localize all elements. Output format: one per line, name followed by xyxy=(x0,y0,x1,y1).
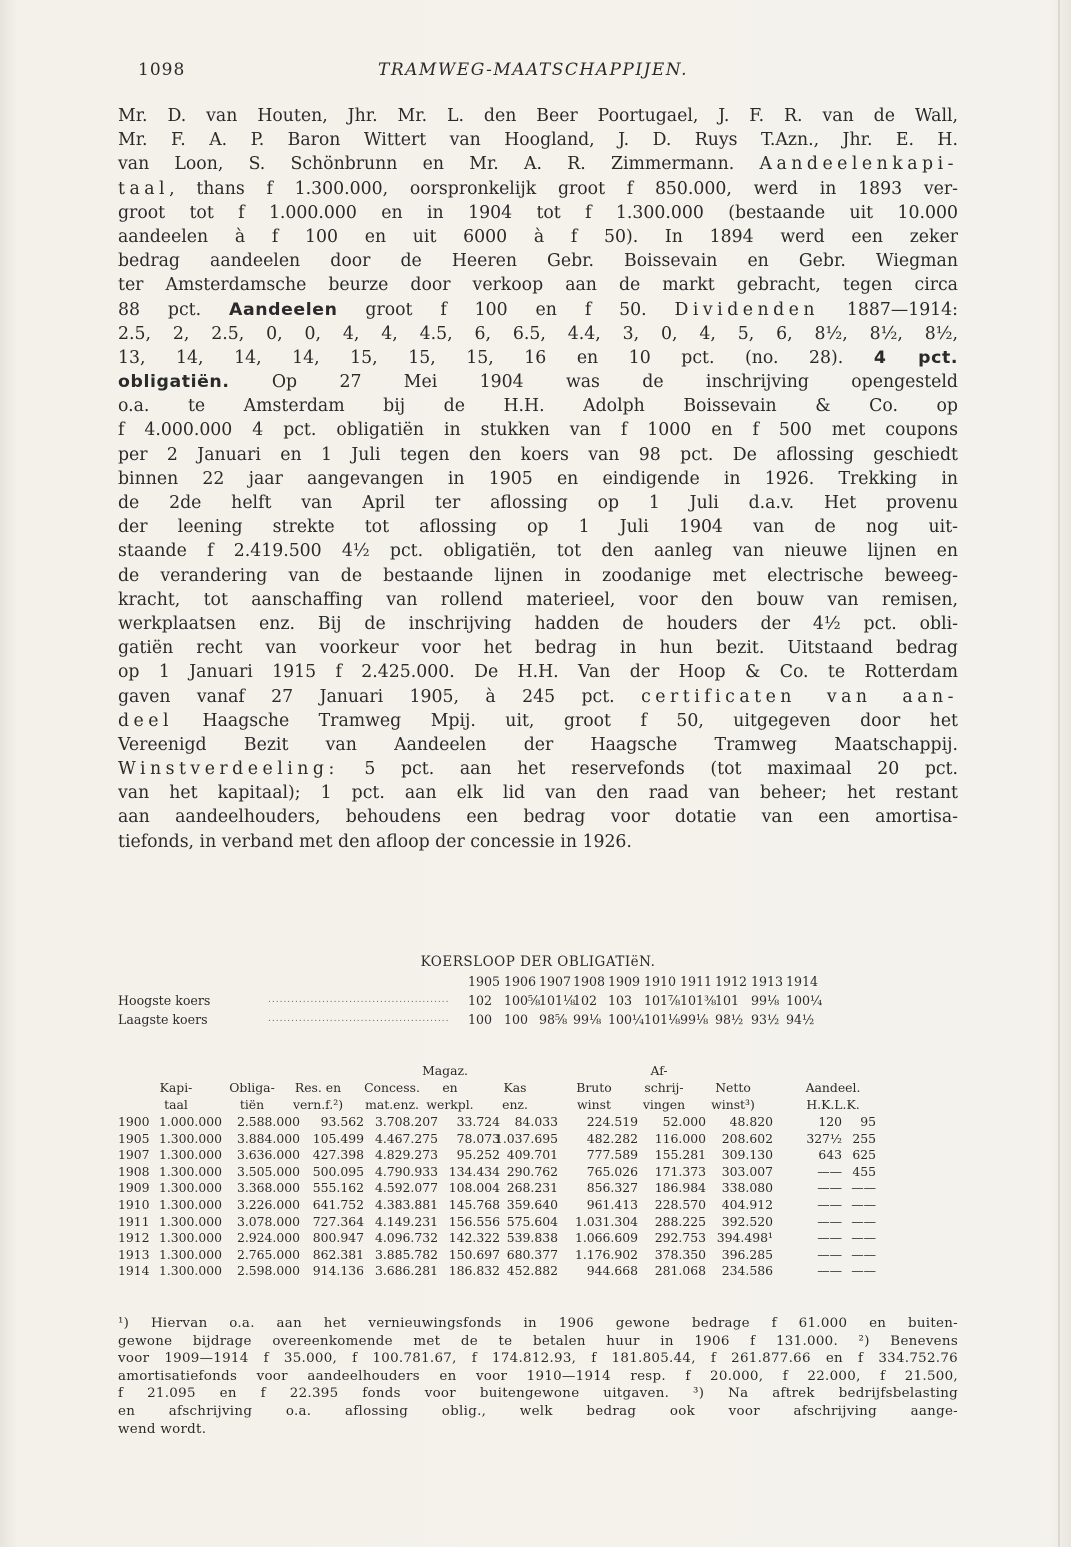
body-text-run: Mr. F. A. P. Baron Wittert van Hoogland, J. D. Ruys T.Azn., Jhr. E. H. xyxy=(118,130,958,151)
body-line xyxy=(118,467,958,491)
table-cell: 555.162 xyxy=(312,1180,364,1196)
table-cell: 1914 xyxy=(118,1263,150,1279)
table-cell: 327½ xyxy=(806,1130,842,1146)
body-line xyxy=(118,104,958,128)
table-cell: 765.026 xyxy=(586,1163,638,1179)
body-text-run: van het kapitaal); 1 pct. aan elk lid van den raad van beheer; het restant xyxy=(118,783,958,804)
table-cell: 500.095 xyxy=(312,1163,364,1179)
body-text-run: groot tot f 1.000.000 en in 1904 tot f 1.300.000 (bestaande uit 10.000 xyxy=(118,202,958,223)
table-cell: 3.078.000 xyxy=(236,1213,300,1229)
table-cell: 171.373 xyxy=(654,1163,706,1179)
table-cell: 186.832 xyxy=(448,1263,500,1279)
table-cell: 961.413 xyxy=(586,1196,638,1212)
table-cell: 150.697 xyxy=(448,1246,500,1262)
table-cell: 338.080 xyxy=(721,1180,773,1196)
body-text-run: de verandering van de bestaande lijnen in zoodanige met electrische beweeg- xyxy=(118,565,958,586)
table-cell: 4.467.275 xyxy=(374,1130,438,1146)
table-cell: 2.598.000 xyxy=(236,1263,300,1279)
body-line xyxy=(118,152,958,176)
spaced-heading: Dividenden xyxy=(674,299,820,320)
spaced-heading: Aandeelenkapi- xyxy=(759,154,958,175)
body-line xyxy=(118,443,958,467)
page-number: 1098 xyxy=(138,60,186,80)
table-cell: 155.281 xyxy=(654,1147,706,1163)
table-cell: 134.434 xyxy=(448,1163,500,1179)
table-cell: —— xyxy=(851,1196,876,1212)
table-cell: —— xyxy=(817,1263,842,1279)
table-cell: 914.136 xyxy=(312,1263,364,1279)
table-cell: 95 xyxy=(860,1114,876,1129)
koers-year: 1908 xyxy=(573,974,606,989)
table-cell: 1.300.000 xyxy=(158,1147,222,1163)
body-text-run: gatiën recht van voorkeur voor het bedrag in hun bezit. Uitstaand bedrag xyxy=(118,638,958,659)
body-line xyxy=(118,177,958,201)
table-cell: 255 xyxy=(852,1130,876,1146)
table-cell: 4.149.231 xyxy=(374,1213,438,1229)
body-text-run: 1887—1914: xyxy=(819,299,958,320)
table-cell: 944.668 xyxy=(586,1263,638,1279)
table-cell: 1.300.000 xyxy=(158,1163,222,1179)
body-text-run: van Loon, S. Schönbrunn en Mr. A. R. Zimmermann. xyxy=(118,154,760,175)
header-cell: werkpl. xyxy=(426,1097,474,1112)
header-cell: en xyxy=(442,1080,458,1095)
table-cell: 777.589 xyxy=(586,1147,638,1163)
table-cell: 116.000 xyxy=(654,1130,706,1146)
table-cell: 1907 xyxy=(118,1147,150,1163)
table-row xyxy=(118,1213,958,1230)
table-cell: 78.073 xyxy=(456,1130,500,1146)
body-line xyxy=(118,757,958,781)
table-cell: 1.300.000 xyxy=(158,1196,222,1212)
table-cell: 643 xyxy=(818,1147,842,1163)
table-cell: 2.924.000 xyxy=(236,1230,300,1246)
body-text-run: ter Amsterdamsche beurze door verkoop aan de markt gebracht, tegen circa xyxy=(118,275,958,296)
body-line xyxy=(118,830,958,854)
table-cell: 1909 xyxy=(118,1180,150,1196)
body-text-run: bedrag aandeelen door de Heeren Gebr. Boissevain en Gebr. Wiegman xyxy=(118,251,958,272)
table-cell: 4.592.077 xyxy=(374,1180,438,1196)
table-cell: —— xyxy=(817,1213,842,1229)
table-cell: 4.096.732 xyxy=(374,1230,438,1246)
body-line xyxy=(118,225,958,249)
spaced-heading: deel xyxy=(118,710,174,731)
header-cell: vern.f.²) xyxy=(292,1097,344,1112)
koersloop-title: KOERSLOOP DER OBLIGATIëN. xyxy=(420,954,656,970)
table-cell: 641.752 xyxy=(312,1196,364,1212)
body-line xyxy=(118,781,958,805)
table-cell: —— xyxy=(817,1230,842,1246)
body-text-run: binnen 22 jaar aangevangen in 1905 en eindigende in 1926. Trekking in xyxy=(118,468,958,489)
table-cell: 108.004 xyxy=(448,1180,500,1196)
table-cell: 48.820 xyxy=(729,1114,773,1129)
table-cell: —— xyxy=(817,1163,842,1179)
header-cell: H.K.L.K. xyxy=(806,1097,860,1112)
body-text-run: 5 pct. aan het reservefonds (tot maximaal 20 pct. xyxy=(338,759,958,780)
table-cell: 2.588.000 xyxy=(236,1114,300,1129)
body-text-run: o.a. te Amsterdam bij de H.H. Adolph Boissevain & Co. op xyxy=(118,396,958,417)
koers-value: 103 xyxy=(608,993,633,1008)
body-text-run: werkplaatsen enz. Bij de inschrijving hadden de houders der 4½ pct. obli- xyxy=(118,613,958,634)
body-text-run: 2.5, 2, 2.5, 0, 0, 4, 4, 4.5, 6, 6.5, 4.4, 3, 0, 4, 5, 6, 8½, 8½, 8½, xyxy=(118,323,958,344)
table-cell: 727.364 xyxy=(312,1213,364,1229)
koers-year: 1906 xyxy=(504,974,537,989)
table-cell: —— xyxy=(851,1180,876,1196)
body-line xyxy=(118,709,958,733)
table-cell: 1.300.000 xyxy=(158,1263,222,1279)
leader-dots: ............................................... xyxy=(268,995,450,1005)
footnote-line: en afschrijving o.a. aflossing oblig., welk bedrag ook voor afschrijving aange- xyxy=(118,1403,958,1419)
table-cell: 52.000 xyxy=(662,1114,706,1129)
table-cell: 1.031.304 xyxy=(574,1213,638,1229)
body-line xyxy=(118,249,958,273)
table-row xyxy=(118,1246,958,1263)
table-cell: 1.300.000 xyxy=(158,1130,222,1146)
table-cell: 575.604 xyxy=(506,1213,558,1229)
koers-year-row xyxy=(118,972,958,991)
body-text-run: tiefonds, in verband met den afloop der concessie in 1926. xyxy=(118,831,632,852)
table-cell: 680.377 xyxy=(506,1246,558,1262)
table-cell: —— xyxy=(817,1246,842,1262)
koers-value: 99⅛ xyxy=(680,1012,709,1027)
koers-value: 101⅞ xyxy=(644,993,681,1008)
footnote-line: amortisatiefonds voor aandeelhouders en voor 1910—1914 resp. f 20.000, f 22.000, f 21.500, xyxy=(118,1368,958,1384)
body-text-run: op 1 Januari 1915 f 2.425.000. De H.H. Van der Hoop & Co. te Rotterdam xyxy=(118,662,958,683)
body-line xyxy=(118,805,958,829)
body-text-run: 88 pct. xyxy=(118,299,229,320)
body-text-run: 13, 14, 14, 14, 15, 15, 15, 16 en 10 pct. (no. 28). xyxy=(118,347,874,368)
table-row xyxy=(118,1146,958,1163)
koers-value: 99⅛ xyxy=(751,993,780,1008)
table-cell: 396.285 xyxy=(721,1246,773,1262)
koers-value: 94½ xyxy=(786,1012,815,1027)
table-cell: 224.519 xyxy=(586,1114,638,1129)
body-line xyxy=(118,394,958,418)
table-cell: 856.327 xyxy=(586,1180,638,1196)
bold-heading: Aandeelen xyxy=(228,299,338,320)
header-cell: Obliga- xyxy=(229,1080,275,1095)
spaced-heading: certificaten van aan- xyxy=(641,686,958,707)
table-cell: 455 xyxy=(852,1163,876,1179)
table-cell: 2.765.000 xyxy=(236,1246,300,1262)
body-text-run: f 4.000.000 4 pct. obligatiën in stukken van f 1000 en f 500 met coupons xyxy=(118,420,958,441)
page-edge-line xyxy=(1058,0,1060,1547)
table-cell: 1913 xyxy=(118,1246,150,1262)
body-line xyxy=(118,539,958,563)
koers-value: 102 xyxy=(468,993,493,1008)
body-line xyxy=(118,322,958,346)
koers-value: 93½ xyxy=(751,1012,780,1027)
koers-value: 101⅛ xyxy=(644,1012,681,1027)
footnote-line: wend wordt. xyxy=(118,1421,207,1437)
header-cell: tiën xyxy=(239,1097,265,1112)
header-cell: Aandeel. xyxy=(805,1080,861,1095)
koers-value: 100¼ xyxy=(786,993,823,1008)
koers-value: 102 xyxy=(573,993,598,1008)
bold-heading: 4 pct. xyxy=(873,347,958,368)
body-line xyxy=(118,515,958,539)
table-cell: 186.984 xyxy=(654,1180,706,1196)
body-line xyxy=(118,612,958,636)
table-row xyxy=(118,1229,958,1246)
table-cell: 1900 xyxy=(118,1114,150,1129)
koers-year: 1911 xyxy=(680,974,713,989)
table-cell: 625 xyxy=(852,1147,876,1163)
koers-value: 99⅛ xyxy=(573,1012,602,1027)
header-cell: enz. xyxy=(502,1097,528,1112)
table-cell: 862.381 xyxy=(312,1246,364,1262)
body-text-run: kracht, tot aanschaffing van rollend materieel, voor den bouw van remisen, xyxy=(118,589,958,610)
table-cell: 142.322 xyxy=(448,1230,500,1246)
koers-value: 100 xyxy=(468,1012,493,1027)
table-cell: 3.884.000 xyxy=(236,1130,300,1146)
body-text-run: staande f 2.419.500 4½ pct. obligatiën, tot den aanleg van nieuwe lijnen en xyxy=(118,541,958,562)
koers-year: 1912 xyxy=(715,974,748,989)
koers-label: Laagste koers xyxy=(118,1012,208,1027)
table-cell: 394.498¹ xyxy=(716,1230,773,1246)
table-cell: 3.885.782 xyxy=(374,1246,438,1262)
body-text-run: per 2 Januari en 1 Juli tegen den koers van 98 pct. De aflossing geschiedt xyxy=(118,444,958,465)
table-cell: 3.226.000 xyxy=(236,1196,300,1212)
koers-row xyxy=(118,1010,958,1029)
koers-year: 1913 xyxy=(751,974,784,989)
body-text xyxy=(118,104,958,854)
table-cell: 156.556 xyxy=(448,1213,500,1229)
header-cell: winst xyxy=(577,1097,611,1112)
table-cell: —— xyxy=(851,1263,876,1279)
table-cell: 404.912 xyxy=(721,1196,773,1212)
table-cell: 120 xyxy=(818,1114,842,1129)
table-row xyxy=(118,1262,958,1279)
table-cell: 1905 xyxy=(118,1130,150,1146)
header-cell: taal xyxy=(164,1097,188,1112)
table-cell: —— xyxy=(851,1213,876,1229)
table-cell: 3.368.000 xyxy=(236,1180,300,1196)
table-cell: 1908 xyxy=(118,1163,150,1179)
body-line xyxy=(118,564,958,588)
body-text-run: Haagsche Tramweg Mpij. uit, groot f 50, uitgegeven door het xyxy=(173,710,958,731)
table-cell: 268.231 xyxy=(506,1180,558,1196)
body-line xyxy=(118,660,958,684)
body-text-run: aan aandeelhouders, behoudens een bedrag voor dotatie van een amortisa- xyxy=(118,807,958,828)
footnote-line: gewone bijdrage overeenkomende met de te betalen huur in 1906 f 131.000. ²) Benevens xyxy=(118,1333,958,1349)
body-text-run: Op 27 Mei 1904 was de inschrijving opengesteld xyxy=(229,372,958,393)
table-row xyxy=(118,1179,958,1196)
table-cell: 378.350 xyxy=(654,1246,706,1262)
footnote-line: f 21.095 en f 22.395 fonds voor buitengewone uitgaven. ³) Na aftrek bedrijfsbelasting xyxy=(118,1386,958,1402)
table-cell: 4.383.881 xyxy=(374,1196,438,1212)
running-title: TRAMWEG-MAATSCHAPPIJEN. xyxy=(378,60,688,80)
table-cell: 1.300.000 xyxy=(158,1213,222,1229)
table-cell: 33.724 xyxy=(456,1114,500,1129)
body-line xyxy=(118,733,958,757)
table-cell: 3.636.000 xyxy=(236,1147,300,1163)
body-line xyxy=(118,273,958,297)
body-line xyxy=(118,370,958,394)
table-row xyxy=(118,1196,958,1213)
table-cell: 4.829.273 xyxy=(374,1147,438,1163)
table-cell: 1911 xyxy=(118,1213,150,1229)
financial-table xyxy=(118,1062,958,1279)
table-header-row xyxy=(118,1062,958,1079)
table-cell: 234.586 xyxy=(721,1263,773,1279)
table-row xyxy=(118,1130,958,1147)
body-text-run: der leening strekte tot aflossing op 1 Juli 1904 van de nog uit- xyxy=(118,517,958,538)
body-line xyxy=(118,588,958,612)
koers-value: 98½ xyxy=(715,1012,744,1027)
table-cell: 392.520 xyxy=(721,1213,773,1229)
table-cell: 1912 xyxy=(118,1230,150,1246)
header-cell: Netto xyxy=(715,1080,751,1095)
table-cell: 1910 xyxy=(118,1196,150,1212)
header-cell: Res. en xyxy=(294,1080,342,1095)
table-cell: 1.300.000 xyxy=(158,1246,222,1262)
body-text-run: aandeelen à f 100 en uit 6000 à f 50). In 1894 werd een zeker xyxy=(118,226,958,247)
table-cell: 228.570 xyxy=(654,1196,706,1212)
table-cell: 105.499 xyxy=(312,1130,364,1146)
table-header-row xyxy=(118,1079,958,1096)
table-cell: 3.708.207 xyxy=(374,1114,438,1129)
header-cell: schrij- xyxy=(644,1080,684,1095)
footnotes xyxy=(118,1315,958,1438)
header-cell: Af- xyxy=(650,1063,668,1078)
header-cell: winst³) xyxy=(711,1097,755,1112)
table-cell: 3.505.000 xyxy=(236,1163,300,1179)
koers-year: 1905 xyxy=(468,974,501,989)
koers-year: 1910 xyxy=(644,974,677,989)
koers-year: 1907 xyxy=(539,974,572,989)
spaced-heading: taal xyxy=(118,178,170,199)
table-cell: 292.753 xyxy=(654,1230,706,1246)
table-cell: —— xyxy=(851,1230,876,1246)
leader-dots: ............................................... xyxy=(268,1014,450,1024)
body-line xyxy=(118,298,958,322)
body-line xyxy=(118,491,958,515)
table-cell: 84.033 xyxy=(514,1114,558,1129)
body-text-run: gaven vanaf 27 Januari 1905, à 245 pct. xyxy=(118,686,642,707)
table-cell: 288.225 xyxy=(654,1213,706,1229)
table-cell: 482.282 xyxy=(586,1130,638,1146)
table-cell: 208.602 xyxy=(721,1130,773,1146)
header-cell: Magaz. xyxy=(422,1063,468,1078)
table-cell: 1.176.902 xyxy=(574,1246,638,1262)
table-cell: —— xyxy=(817,1196,842,1212)
koers-value: 100 xyxy=(504,1012,529,1027)
table-header-row xyxy=(118,1096,958,1113)
koers-value: 101⅛ xyxy=(539,993,576,1008)
koers-year: 1914 xyxy=(786,974,819,989)
page-header xyxy=(118,52,948,82)
koersloop-table xyxy=(118,972,958,1029)
body-line xyxy=(118,685,958,709)
table-cell: 95.252 xyxy=(456,1147,500,1163)
koers-value: 100¼ xyxy=(608,1012,645,1027)
body-text-run: Mr. D. van Houten, Jhr. Mr. L. den Beer Poortugael, J. F. R. van de Wall, xyxy=(118,106,958,126)
table-cell: 452.882 xyxy=(506,1263,558,1279)
header-cell: Bruto xyxy=(576,1080,612,1095)
table-cell: 359.640 xyxy=(506,1196,558,1212)
table-cell: 800.947 xyxy=(312,1230,364,1246)
table-cell: 145.768 xyxy=(448,1196,500,1212)
koers-row xyxy=(118,991,958,1010)
table-cell: 303.007 xyxy=(721,1163,773,1179)
table-cell: 1.066.609 xyxy=(574,1230,638,1246)
bold-heading: obligatiën. xyxy=(118,372,230,393)
table-cell: 3.686.281 xyxy=(374,1263,438,1279)
koers-label: Hoogste koers xyxy=(118,993,211,1008)
table-cell: 409.701 xyxy=(506,1147,558,1163)
header-cell: Concess. xyxy=(364,1080,420,1095)
body-line xyxy=(118,418,958,442)
table-cell: 1.000.000 xyxy=(158,1114,222,1129)
table-cell: 1.037.695 xyxy=(494,1130,558,1146)
body-line xyxy=(118,128,958,152)
header-cell: mat.enz. xyxy=(365,1097,419,1112)
table-cell: 93.562 xyxy=(320,1114,364,1129)
table-cell: 290.762 xyxy=(506,1163,558,1179)
koers-value: 100⅝ xyxy=(504,993,541,1008)
table-cell: 309.130 xyxy=(721,1147,773,1163)
koers-value: 101 xyxy=(715,993,740,1008)
body-line xyxy=(118,346,958,370)
table-cell: 539.838 xyxy=(506,1230,558,1246)
koers-value: 98⅝ xyxy=(539,1012,568,1027)
header-cell: Kapi- xyxy=(159,1080,193,1095)
body-text-run: , thans f 1.300.000, oorspronkelijk groot f 850.000, werd in 1893 ver- xyxy=(169,178,958,199)
table-cell: 281.068 xyxy=(654,1263,706,1279)
body-line xyxy=(118,201,958,225)
body-text-run: Vereenigd Bezit van Aandeelen der Haagsche Tramweg Maatschappij. xyxy=(118,734,958,755)
table-cell: 4.790.933 xyxy=(374,1163,438,1179)
koers-value: 101⅜ xyxy=(680,993,717,1008)
header-cell: vingen xyxy=(642,1097,686,1112)
koers-year: 1909 xyxy=(608,974,641,989)
table-cell: 427.398 xyxy=(312,1147,364,1163)
table-row xyxy=(118,1163,958,1180)
table-cell: 1.300.000 xyxy=(158,1180,222,1196)
body-text-run: groot f 100 en f 50. xyxy=(337,299,675,320)
table-cell: 1.300.000 xyxy=(158,1230,222,1246)
table-cell: —— xyxy=(817,1180,842,1196)
table-row xyxy=(118,1113,958,1130)
table-cell: —— xyxy=(851,1246,876,1262)
body-text-run: de 2de helft van April ter aflossing op 1 Juli d.a.v. Het provenu xyxy=(118,493,958,513)
spaced-heading: Winstverdeeling: xyxy=(118,759,339,780)
footnote-line: ¹) Hiervan o.a. aan het vernieuwingsfonds in 1906 gewone bedrage f 61.000 en buiten- xyxy=(118,1316,958,1331)
header-cell: Kas xyxy=(503,1080,527,1095)
body-line xyxy=(118,636,958,660)
footnote-line: voor 1909—1914 f 35.000, f 100.781.67, f 174.812.93, f 181.805.44, f 261.877.66 en f 334.752.76 xyxy=(118,1351,958,1367)
